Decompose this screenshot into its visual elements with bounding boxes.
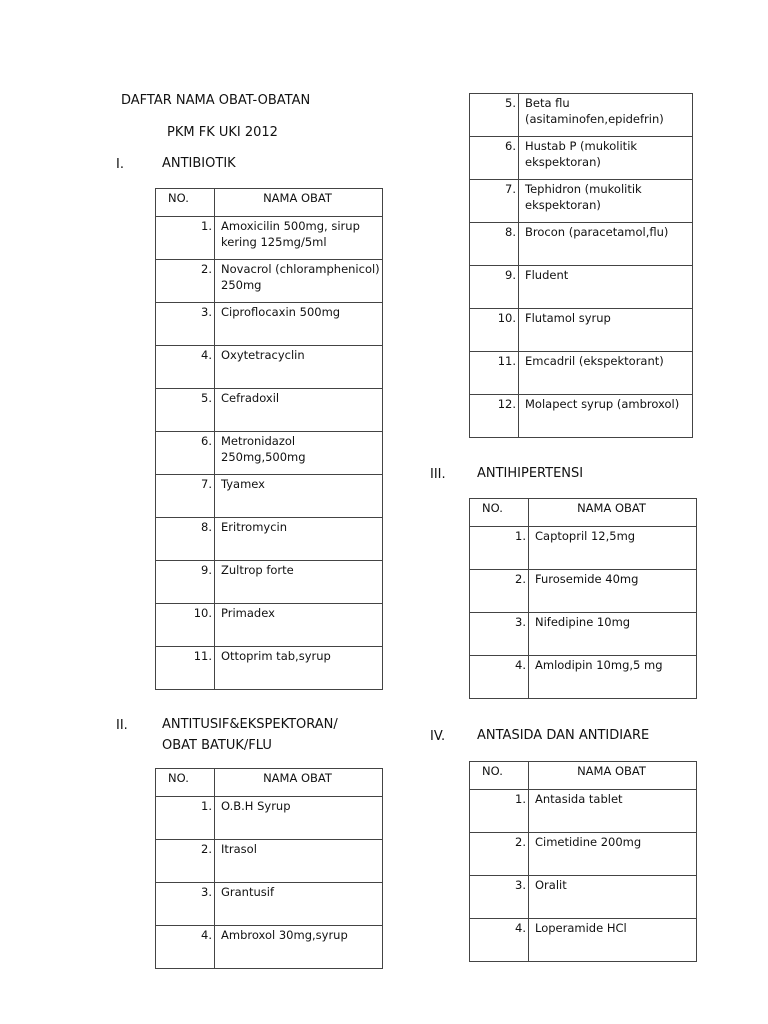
table-row [470,656,697,699]
row-number: 12. [470,395,519,438]
row-number: 1. [470,790,529,833]
drug-name: Furosemide 40mg [529,570,697,613]
section-number-antitusif: II. [116,718,128,733]
section-title-antasida: ANTASIDA DAN ANTIDIARE [477,728,650,743]
table-antihipertensi [469,498,697,699]
drug-name: O.B.H Syrup [215,797,383,840]
table-row [470,919,697,962]
table-row [470,180,693,223]
row-number: 8. [156,518,215,561]
table-row [156,883,383,926]
row-number: 11. [156,647,215,690]
drug-name: Loperamide HCl [529,919,697,962]
table-row [156,303,383,346]
drug-name: Tephidron (mukolitik ekspektoran) [519,180,693,223]
drug-name: Molapect syrup (ambroxol) [519,395,693,438]
table-antitusif [155,768,383,969]
row-number: 1. [156,797,215,840]
drug-name: Novacrol (chloramphenicol) 250mg [215,260,383,303]
table-row [156,518,383,561]
table-header-row [470,499,697,527]
drug-name: Zultrop forte [215,561,383,604]
header-no: NO. [156,769,215,797]
drug-name: Metronidazol 250mg,500mg [215,432,383,475]
row-number: 7. [470,180,519,223]
row-number: 3. [470,613,529,656]
row-number: 4. [470,656,529,699]
section-title-antitusif-line2: OBAT BATUK/FLU [162,738,272,753]
drug-name: Amoxicilin 500mg, sirup kering 125mg/5ml [215,217,383,260]
row-number: 5. [470,94,519,137]
table-row [156,561,383,604]
row-number: 3. [156,883,215,926]
row-number: 6. [156,432,215,475]
table-row [470,790,697,833]
row-number: 3. [470,876,529,919]
header-no: NO. [470,762,529,790]
drug-name: Ottoprim tab,syrup [215,647,383,690]
row-number: 2. [470,570,529,613]
row-number: 4. [156,346,215,389]
row-number: 1. [470,527,529,570]
table-row [470,309,693,352]
table-row [470,833,697,876]
table-antasida [469,761,697,962]
section-number-antasida: IV. [430,729,446,744]
drug-name: Fludent [519,266,693,309]
drug-name: Emcadril (ekspektorant) [519,352,693,395]
table-row [470,527,697,570]
row-number: 4. [470,919,529,962]
section-title-antitusif-line1: ANTITUSIF&EKSPEKTORAN/ [162,717,338,732]
drug-name: Tyamex [215,475,383,518]
table-row [156,260,383,303]
row-number: 8. [470,223,519,266]
table-row [470,395,693,438]
table-row [156,389,383,432]
row-number: 2. [156,260,215,303]
drug-name: Flutamol syrup [519,309,693,352]
drug-name: Eritromycin [215,518,383,561]
drug-name: Antasida tablet [529,790,697,833]
table-row [470,352,693,395]
table-row [470,223,693,266]
header-no: NO. [156,189,215,217]
table-row [470,570,697,613]
drug-name: Brocon (paracetamol,flu) [519,223,693,266]
row-number: 4. [156,926,215,969]
section-title-antihipertensi: ANTIHIPERTENSI [477,466,584,481]
row-number: 3. [156,303,215,346]
table-header-row [156,189,383,217]
drug-name: Ciproflocaxin 500mg [215,303,383,346]
table-row [156,604,383,647]
table-row [470,94,693,137]
table-header-row [156,769,383,797]
table-row [470,876,697,919]
drug-name: Nifedipine 10mg [529,613,697,656]
table-row [156,217,383,260]
header-name: NAMA OBAT [215,189,383,217]
drug-name: Captopril 12,5mg [529,527,697,570]
row-number: 7. [156,475,215,518]
table-row [470,266,693,309]
section-number-antibiotik: I. [116,157,124,172]
row-number: 11. [470,352,519,395]
header-name: NAMA OBAT [529,762,697,790]
row-number: 10. [156,604,215,647]
table-row [156,346,383,389]
drug-name: Oralit [529,876,697,919]
table-row [156,475,383,518]
drug-name: Cefradoxil [215,389,383,432]
table-row [156,647,383,690]
table-antitusif-continued [469,93,693,438]
drug-name: Oxytetracyclin [215,346,383,389]
section-title-antibiotik: ANTIBIOTIK [162,156,236,171]
table-row [470,137,693,180]
section-number-antihipertensi: III. [430,467,446,482]
table-row [156,926,383,969]
row-number: 6. [470,137,519,180]
header-no: NO. [470,499,529,527]
table-row [156,840,383,883]
drug-name: Beta flu (asitaminofen,epidefrin) [519,94,693,137]
row-number: 5. [156,389,215,432]
drug-name: Grantusif [215,883,383,926]
document-title: DAFTAR NAMA OBAT-OBATAN [121,93,311,108]
drug-name: Cimetidine 200mg [529,833,697,876]
drug-name: Ambroxol 30mg,syrup [215,926,383,969]
header-name: NAMA OBAT [529,499,697,527]
header-name: NAMA OBAT [215,769,383,797]
drug-name: Hustab P (mukolitik ekspektoran) [519,137,693,180]
table-header-row [470,762,697,790]
row-number: 2. [156,840,215,883]
table-row [156,432,383,475]
row-number: 9. [156,561,215,604]
row-number: 9. [470,266,519,309]
row-number: 1. [156,217,215,260]
table-row [156,797,383,840]
table-row [470,613,697,656]
document-subtitle: PKM FK UKI 2012 [167,125,278,140]
row-number: 10. [470,309,519,352]
drug-name: Itrasol [215,840,383,883]
drug-name: Primadex [215,604,383,647]
drug-name: Amlodipin 10mg,5 mg [529,656,697,699]
row-number: 2. [470,833,529,876]
table-antibiotik [155,188,383,690]
